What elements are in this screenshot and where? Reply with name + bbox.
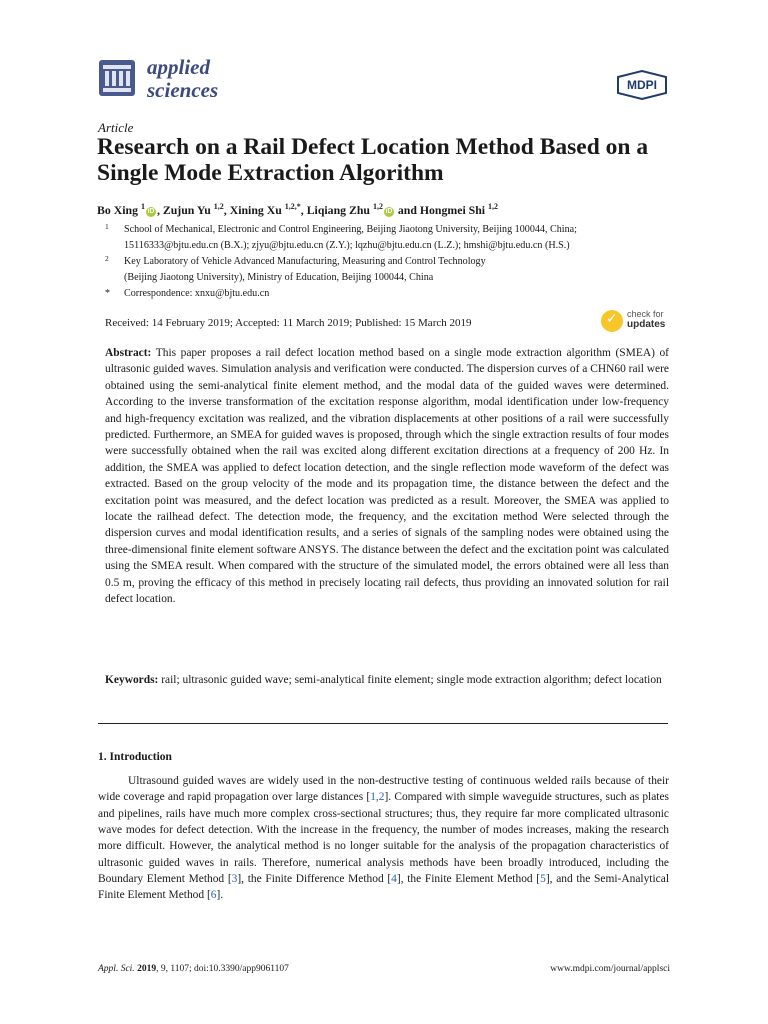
author-affiliation-marker: 1,2,*	[284, 202, 301, 211]
affiliation-marker: 1	[105, 222, 109, 231]
abstract-label: Abstract:	[105, 347, 152, 359]
affiliations	[105, 222, 685, 302]
author-list: Bo Xing $^1$iD , Zujun Yu $^{1,2}$, Xining Xu $^{1,2,*}$, Liqiang Zhu $^{1,2}$iD and Hongmei Shi $^{1,2}$	[97, 202, 499, 217]
author-affiliation-marker: 1,2	[213, 202, 224, 211]
citation-link[interactable]: 5	[540, 873, 546, 886]
article-type: Article	[98, 120, 134, 135]
footer-url[interactable]: www.mdpi.com/journal/applsci	[550, 964, 670, 974]
publication-dates: Received: 14 February 2019; Accepted: 11 March 2019; Published: 15 March 2019	[105, 317, 472, 329]
author-name[interactable]: Zujun Yu	[162, 202, 211, 217]
intro-text: ], and the Semi-Analytical Finite Element Method [	[98, 873, 669, 902]
intro-text: ], the Finite Difference Method [	[237, 873, 392, 886]
orcid-icon[interactable]: iD	[147, 207, 155, 215]
intro-text: ]. Compared with simple waveguide structures, such as plates and pipelines, rails have much more complex cross-sectional structures; thus, they require far more complicated ultrasonic wave modes for defect detection. With the increase in the frequency, the number of modes increases, making the research more difficult. However, the analytical method is no longer suitable for the analysis of the propagation characteristics of ultrasonic guided waves in rails. Therefore, numerical analysis methods have been broadly introduced, including the Boundary Element Method [	[98, 791, 669, 886]
check-updates-line2: updates	[627, 319, 666, 330]
mdpi-logo-text: MDPI	[627, 78, 657, 92]
affiliation-2	[105, 254, 685, 286]
affiliation-line: (Beijing Jiaotong University), Ministry of Education, Beijing 100044, China	[124, 272, 434, 283]
affiliation-line[interactable]: 15116333@bjtu.edu.cn (B.X.); zjyu@bjtu.edu.cn (Z.Y.); lqzhu@bjtu.edu.cn (L.Z.); hmshi@bjtu.edu.cn (H.S.)	[124, 240, 570, 251]
keywords	[105, 672, 669, 688]
footer-volume-info[interactable]: , 9, 1107; doi:10.3390/app9061107	[156, 964, 289, 974]
correspondence-text[interactable]: Correspondence: xnxu@bjtu.edu.cn	[124, 288, 270, 299]
introduction-body	[98, 773, 669, 904]
affiliation-line: Key Laboratory of Vehicle Advanced Manufacturing, Measuring and Control Technology	[124, 256, 486, 267]
author-name[interactable]: and Hongmei Shi	[397, 202, 486, 217]
author-name[interactable]: Liqiang Zhu	[306, 202, 370, 217]
citation-link[interactable]: 6	[210, 889, 217, 902]
author-name[interactable]: Bo Xing	[97, 202, 138, 217]
journal-name-line2: sciences	[147, 78, 219, 102]
author-affiliation-marker: 1,2	[488, 202, 499, 211]
check-for-updates-button[interactable]	[601, 306, 681, 336]
section-divider	[98, 723, 668, 724]
abstract	[105, 345, 669, 608]
keywords-label: Keywords:	[105, 674, 159, 686]
journal-logo-icon	[99, 60, 135, 96]
section-heading: 1. Introduction	[98, 751, 172, 763]
citation-link[interactable]: 3	[231, 873, 238, 886]
journal-name-line1: applied	[147, 55, 210, 79]
introduction-paragraph	[98, 773, 669, 904]
citation-link[interactable]: 1,2	[370, 791, 385, 804]
footer-year: 2019	[137, 964, 157, 974]
mdpi-logo[interactable]	[612, 70, 672, 100]
footer-journal-abbrev: Appl. Sci.	[98, 964, 135, 974]
footer-citation	[98, 964, 289, 974]
correspondence	[105, 286, 685, 302]
affiliation-line: School of Mechanical, Electronic and Control Engineering, Beijing Jiaotong University, Beijing 100044, China;	[124, 224, 577, 235]
intro-text: ], the Finite Element Method [	[396, 873, 541, 886]
affiliation-1	[105, 222, 685, 254]
affiliation-marker: 2	[105, 254, 109, 263]
citation-link[interactable]: 4	[391, 873, 397, 886]
author-affiliation-marker: 1	[140, 202, 145, 211]
correspondence-marker: *	[105, 288, 110, 299]
intro-text: ].	[216, 889, 224, 902]
author-name[interactable]: Xining Xu	[229, 202, 282, 217]
check-updates-icon: ✓	[601, 310, 623, 332]
paper-title: Research on a Rail Defect Location Method Based on a Single Mode Extraction Algorithm	[97, 134, 649, 186]
intro-text: Ultrasound guided waves are widely used in the non-destructive testing of continuous welded rails because of their wide coverage and rapid propagation over large distances [	[98, 775, 669, 804]
abstract-text: This paper proposes a rail defect location method based on a single mode extraction algorithm (SMEA) of ultrasonic guided waves. Simulation analysis and verification were conducted. The dispersion curves of a CHN60 rail were obtained using the semi-analytical finite element method, and the modal data of the guided waves were determined. According to the inverse transformation of the excitation response algorithm, modal identification under low-frequency and high-frequency excitation was realized, and the vibration displacements at other positions of a rail were successfully predicted. Furthermore, an SMEA for guided waves is proposed, through which the single extraction results of four modes were successfully obtained when the rail was excited along different excitation directions at a frequency of 200 Hz. In addition, the SMEA was applied to defect location detection, and the single reflection mode waveform of the defect was extracted. Based on the group velocity of the mode and its propagation time, the distance between the defect and the excitation point was measured, and the defect location was predicted as a result. Moreover, the SMEA was applied to locate the railhead defect. The detection mode, the frequency, and the excitation method Were selected through the dispersion curves and modal identification results, and a series of signals of the sampling nodes were obtained using the three-dimensional finite element software ANSYS. The distance between the defect and the excitation point was calculated using the SMEA result. When compared with the structure of the simulated model, the errors obtained were all less than 0.5 m, proving the efficacy of this method in precisely locating rail defects, thus providing an innovated solution for rail defect location.	[105, 347, 669, 606]
check-updates-line1: check for	[627, 309, 664, 319]
author-affiliation-marker: 1,2	[372, 202, 383, 211]
journal-name	[147, 56, 218, 102]
orcid-icon[interactable]: iD	[385, 207, 393, 215]
keywords-text: rail; ultrasonic guided wave; semi-analytical finite element; single mode extraction algorithm; defect location	[161, 674, 662, 686]
